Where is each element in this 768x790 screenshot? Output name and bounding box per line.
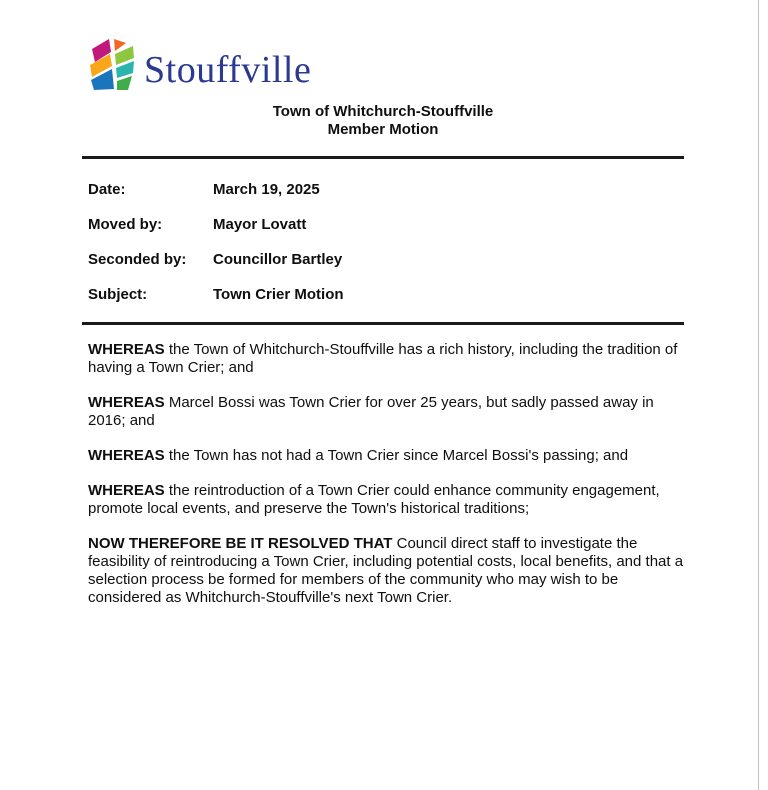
whereas-2-text: Marcel Bossi was Town Crier for over 25 years, but sadly passed away in 2016; and [88,394,654,429]
date-value: March 19, 2025 [213,181,320,198]
horizontal-rule-top [82,156,684,159]
header-title-line2: Member Motion [327,121,439,138]
paragraph-whereas-1 [88,341,692,377]
meta-row-moved-by [88,216,684,234]
whereas-4-text: the reintroduction of a Town Crier could enhance community engagement, promote local events, and preserve the Town's historical traditions; [88,482,660,517]
whereas-3-lead: WHEREAS [88,447,165,464]
horizontal-rule-bottom [82,322,684,325]
meta-row-date [88,181,684,199]
subject-label: Subject: [88,286,148,303]
whereas-4-lead: WHEREAS [88,482,165,499]
meta-row-subject [88,286,684,304]
document-header [82,103,684,139]
date-label: Date: [88,181,126,198]
seconded-by-value: Councillor Bartley [213,251,343,268]
stouffville-logo [88,38,311,90]
moved-by-value: Mayor Lovatt [213,216,307,233]
whereas-1-text: the Town of Whitchurch-Stouffville has a rich history, including the tradition of having a Town Crier; and [88,341,678,376]
resolution-lead: NOW THEREFORE BE IT RESOLVED THAT [88,535,393,552]
logo-wordmark: Stouffville [144,49,312,91]
paragraph-resolution [88,535,692,607]
tree-segment-green [117,76,132,90]
seconded-by-label: Seconded by: [88,251,187,268]
meta-section [88,181,684,321]
whereas-3-text: the Town has not had a Town Crier since Marcel Bossi's passing; and [164,447,629,464]
paragraph-whereas-3 [88,447,692,465]
moved-by-label: Moved by: [88,216,163,233]
page-edge-line [758,0,759,790]
whereas-1-lead: WHEREAS [88,341,165,358]
header-title-line1: Town of Whitchurch-Stouffville [272,103,494,120]
tree-segment-orange [114,39,126,51]
subject-value: Town Crier Motion [213,286,344,303]
paragraph-whereas-4 [88,482,692,518]
resolution-text: Council direct staff to investigate the feasibility of reintroducing a Town Crier, including potential costs, local benefits, and that a selection process be formed for members of the community who may wish to be considered as Whitchurch-Stouffville's next Town Crier. [88,535,684,606]
meta-row-seconded-by [88,251,684,269]
stouffville-tree-icon [88,38,136,90]
motion-body [88,341,692,624]
paragraph-whereas-2 [88,394,692,430]
whereas-2-lead: WHEREAS [88,394,165,411]
